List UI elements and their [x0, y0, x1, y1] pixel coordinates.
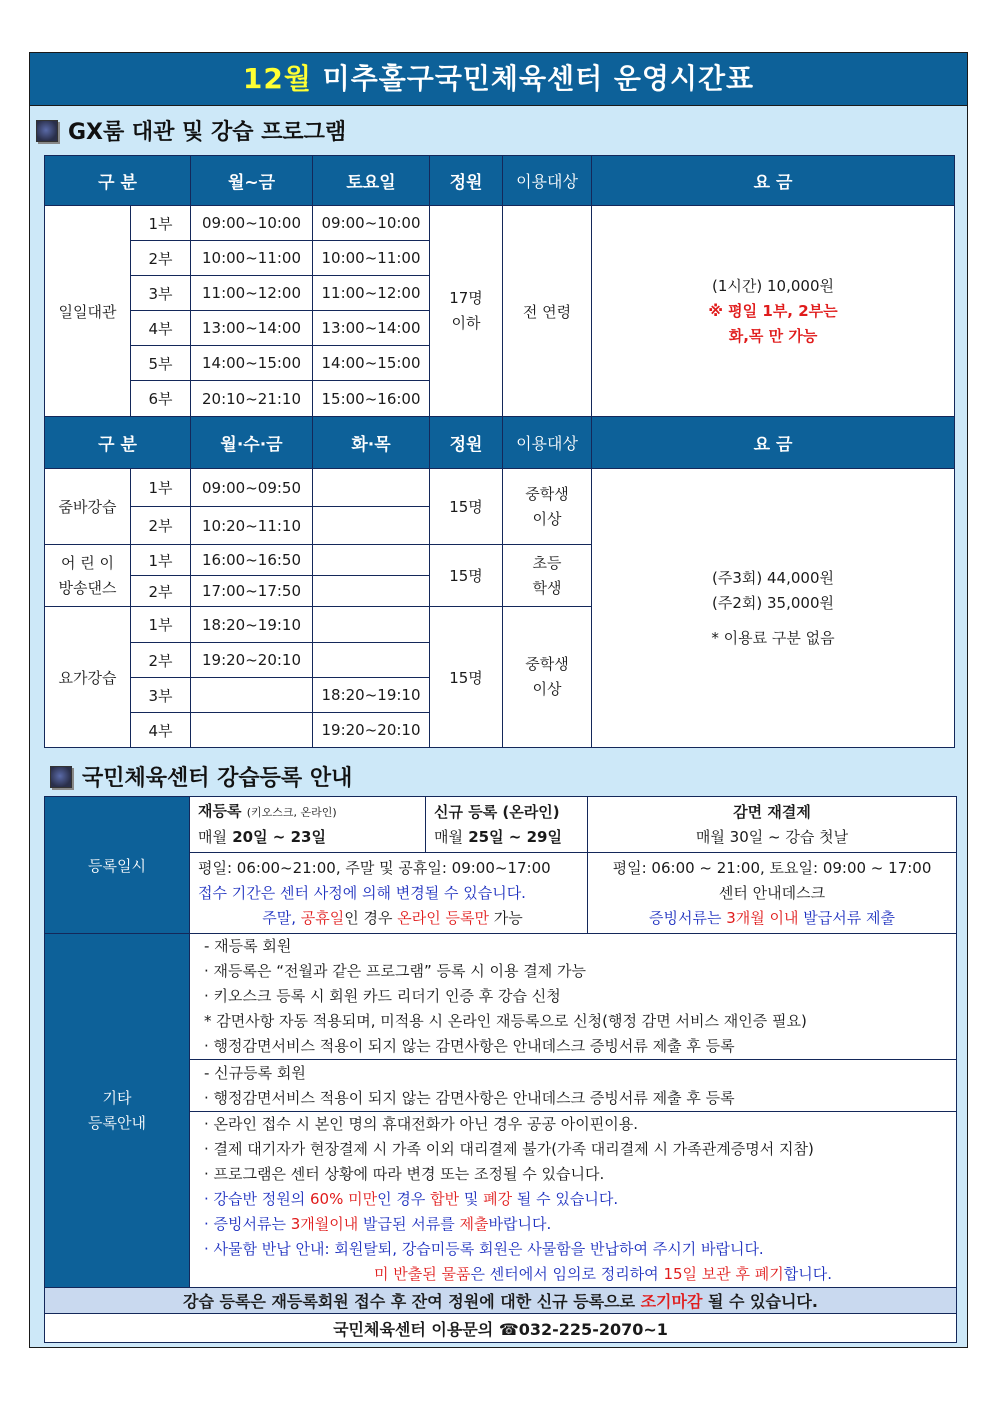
part-label: 2부: [131, 643, 191, 678]
group-kids-dance: 어 린 이 방송댄스: [45, 545, 131, 607]
registration-label: 등록일시: [45, 797, 190, 934]
fee-cell: [592, 206, 955, 417]
group-zumba: 줌바강습: [45, 469, 131, 545]
target-cell: 중학생 이상: [503, 607, 592, 748]
part-label: 1부: [131, 206, 191, 241]
time-cell: 13:00~14:00: [191, 311, 313, 346]
time-cell: 18:20~19:10: [191, 607, 313, 643]
timetable-page: [29, 52, 968, 1348]
target-cell: 중학생 이상: [503, 469, 592, 545]
time-cell: [313, 607, 430, 643]
time-cell: 17:00~17:50: [191, 576, 313, 607]
part-label: 5부: [131, 346, 191, 381]
header-target: 이용대상: [503, 417, 592, 469]
time-cell: 19:20~20:10: [191, 643, 313, 678]
part-label: 4부: [131, 713, 191, 748]
header-category: 구 분: [45, 156, 191, 206]
time-cell: 11:00~12:00: [191, 276, 313, 311]
time-cell: 10:20~11:10: [191, 507, 313, 545]
new-registration-cell: 신규 등록 (온라인) 매월 25일 ~ 29일: [426, 797, 588, 853]
fee-note: ※ 평일 1부, 2부는: [708, 301, 838, 320]
title-month: 12월: [242, 62, 312, 95]
registration-hours-cell: 평일: 06:00~21:00, 주말 및 공휴일: 09:00~17:00 접수 기간은 센터 사정에 의해 변경될 수 있습니다. 주말, 공휴일인 경우 온라인 등록만 가능: [190, 853, 588, 934]
group-daily-rental: 일일대관: [45, 206, 131, 417]
part-label: 1부: [131, 469, 191, 507]
fee-note: 화,목 만 가능: [728, 326, 818, 345]
rental-table: [44, 155, 955, 748]
other-info-label: 기타 등록안내: [45, 934, 190, 1288]
part-label: 1부: [131, 545, 191, 576]
target-cell: 전 연령: [503, 206, 592, 417]
time-cell: 09:00~10:00: [191, 206, 313, 241]
target-cell: 초등 학생: [503, 545, 592, 607]
time-cell: 14:00~15:00: [313, 346, 430, 381]
time-cell: 10:00~11:00: [313, 241, 430, 276]
time-cell: 19:20~20:10: [313, 713, 430, 748]
section-heading-registration: [50, 761, 352, 792]
general-info: · 온라인 접수 시 본인 명의 휴대전화가 아닌 경우 공공 아이핀이용. · 결제 대기자가 현장결제 시 가족 이외 대리결제 불가(가족 대리결제 시 가족관계증명서 지참) · 프로그램은 센터 상황에 따라 변경 또는 조정될 수 있습니다. · 강습반 정원의 60% 미만인 경우 합반 및 폐강 될 수 있습니다. · 증빙서류는 3개월이내 발급된 서류를 제출바랍니다. · 사물함 반납 안내: 회원탈퇴, 강습미등록 회원은 사물함을 반납하여 주시기 바랍니다. 미 반출된 물품은 센터에서 임의로 정리하여 15일 보관 후 폐기합니다.: [190, 1112, 957, 1288]
discount-hours-cell: 평일: 06:00 ~ 21:00, 토요일: 09:00 ~ 17:00 센터 안내데스크 증빙서류는 3개월 이내 발급서류 제출: [588, 853, 957, 934]
header-tt: 화·목: [313, 417, 430, 469]
header-target: 이용대상: [503, 156, 592, 206]
part-label: 2부: [131, 576, 191, 607]
part-label: 2부: [131, 241, 191, 276]
header-weekday: 월~금: [191, 156, 313, 206]
time-cell: [313, 545, 430, 576]
time-cell: 09:00~09:50: [191, 469, 313, 507]
time-cell: 20:10~21:10: [191, 381, 313, 417]
square-bullet-icon: [36, 120, 58, 142]
part-label: 3부: [131, 276, 191, 311]
time-cell: 13:00~14:00: [313, 311, 430, 346]
capacity-cell: 15명: [430, 545, 503, 607]
capacity-cell: 15명: [430, 469, 503, 545]
section-heading-text: GX룸 대관 및 강습 프로그램: [68, 120, 347, 145]
page-title: [30, 53, 967, 106]
phone-icon: ☎: [498, 1319, 519, 1339]
time-cell: [313, 643, 430, 678]
part-label: 4부: [131, 311, 191, 346]
part-label: 1부: [131, 607, 191, 643]
contact-line: [45, 1314, 957, 1343]
header-capacity: 정원: [430, 156, 503, 206]
header-category: 구 분: [45, 417, 191, 469]
fee-note: * 이용료 구분 없음: [711, 628, 835, 647]
part-label: 6부: [131, 381, 191, 417]
re-registration-cell: 재등록 (키오스크, 온라인) 매월 20일 ~ 23일: [190, 797, 426, 853]
capacity-cell: 17명 이하: [430, 206, 503, 417]
phone-number: 032-225-2070~1: [518, 1319, 668, 1339]
new-member-info: - 신규등록 회원 · 행정감면서비스 적용이 되지 않는 감면사항은 안내데스크 증빙서류 제출 후 등록: [190, 1060, 957, 1112]
part-label: 2부: [131, 507, 191, 545]
time-cell: 18:20~19:10: [313, 678, 430, 713]
fee-line: (1시간) 10,000원: [712, 276, 834, 295]
early-close-notice: 강습 등록은 재등록회원 접수 후 잔여 정원에 대한 신규 등록으로 조기마감 될 수 있습니다.: [45, 1288, 957, 1314]
fee-line: (주2회) 35,000원: [712, 593, 834, 612]
time-cell: [191, 713, 313, 748]
time-cell: [191, 678, 313, 713]
part-label: 3부: [131, 678, 191, 713]
time-cell: [313, 469, 430, 507]
time-cell: 09:00~10:00: [313, 206, 430, 241]
time-cell: 10:00~11:00: [191, 241, 313, 276]
header-saturday: 토요일: [313, 156, 430, 206]
fee-line: (주3회) 44,000원: [712, 568, 834, 587]
time-cell: 15:00~16:00: [313, 381, 430, 417]
header-capacity: 정원: [430, 417, 503, 469]
re-member-info: - 재등록 회원 · 재등록은 “전월과 같은 프로그램” 등록 시 이용 결제 가능 · 키오스크 등록 시 회원 카드 리더기 인증 후 강습 신청 * 감면사항 자동 적용되며, 미적용 시 온라인 재등록으로 신청(행정 감면 서비스 재인증 필요) · 행정감면서비스 적용이 되지 않는 감면사항은 안내데스크 증빙서류 제출 후 등록: [190, 934, 957, 1060]
time-cell: [313, 507, 430, 545]
header-fee: 요 금: [592, 156, 955, 206]
title-text: 미추홀구국민체육센터 운영시간표: [322, 62, 755, 95]
time-cell: 14:00~15:00: [191, 346, 313, 381]
capacity-cell: 15명: [430, 607, 503, 748]
time-cell: 11:00~12:00: [313, 276, 430, 311]
section-heading-gx: [36, 115, 346, 146]
registration-table: [44, 796, 957, 1343]
fee-cell: [592, 469, 955, 748]
header-fee: 요 금: [592, 417, 955, 469]
time-cell: [313, 576, 430, 607]
square-bullet-icon: [50, 766, 72, 788]
discount-payment-cell: 감면 재결제 매월 30일 ~ 강습 첫날: [588, 797, 957, 853]
header-mwf: 월·수·금: [191, 417, 313, 469]
section-heading-text: 국민체육센터 강습등록 안내: [82, 766, 353, 791]
group-yoga: 요가강습: [45, 607, 131, 748]
contact-label: 국민체육센터 이용문의: [333, 1319, 494, 1339]
time-cell: 16:00~16:50: [191, 545, 313, 576]
